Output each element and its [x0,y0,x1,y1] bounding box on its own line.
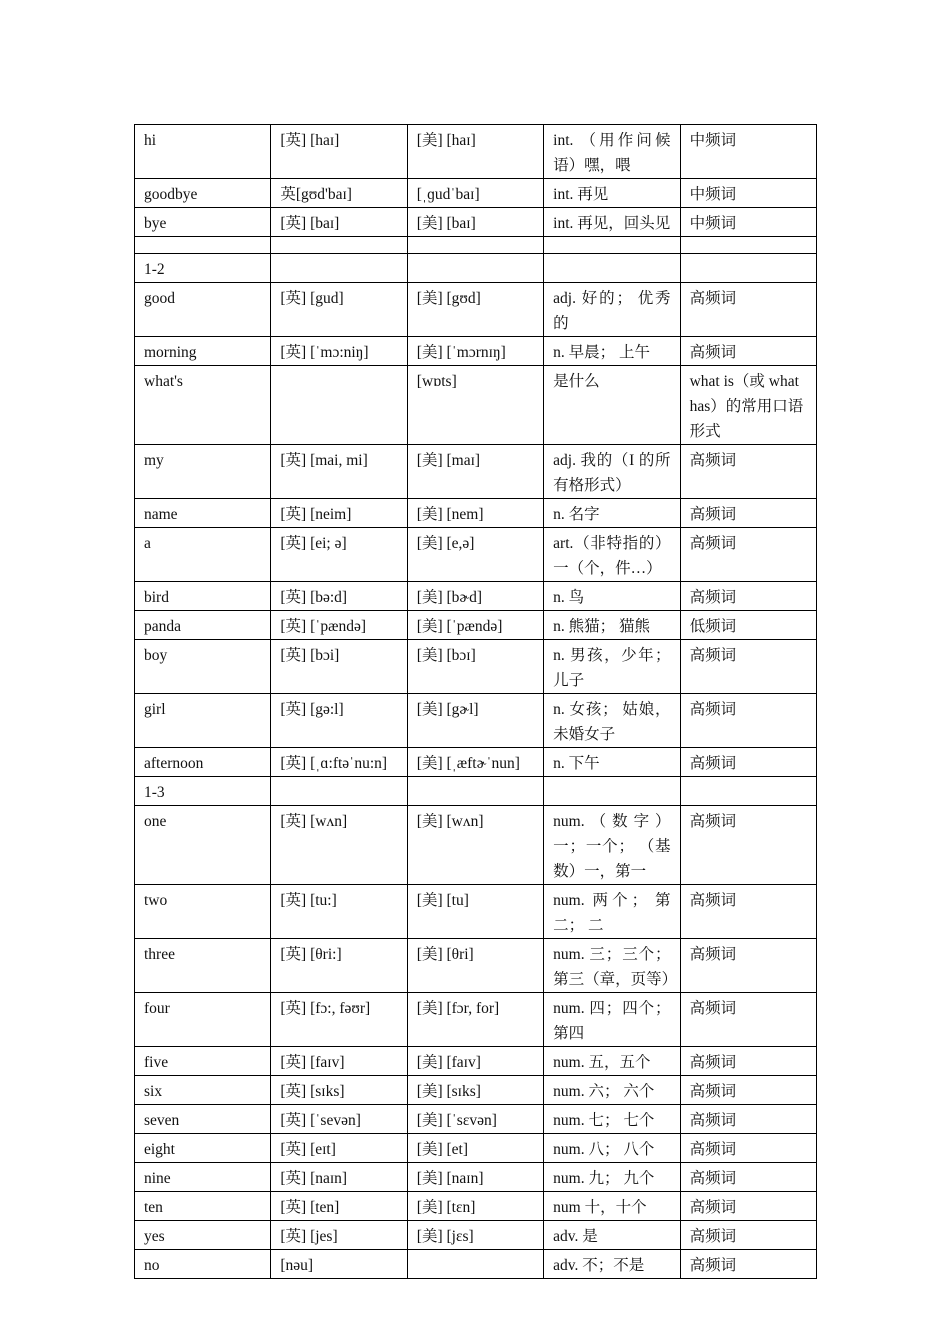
frequency-cell: what is（或 what has）的常用口语形式 [680,366,816,445]
word-cell: eight [135,1134,271,1163]
definition-cell: adv. 不；不是 [544,1250,680,1279]
uk-phonetic-cell: [英] [baɪ] [271,208,407,237]
frequency-cell [680,777,816,806]
definition-cell: num. 七； 七个 [544,1105,680,1134]
table-row [135,499,817,528]
us-phonetic-cell: [美] [nem] [407,499,543,528]
frequency-cell: 高频词 [680,885,816,939]
us-phonetic-cell: [美] [gʊd] [407,283,543,337]
uk-phonetic-cell: [英] [ei; ə] [271,528,407,582]
us-phonetic-cell: [美] [baɪ] [407,208,543,237]
table-row [135,694,817,748]
uk-phonetic-cell: [英] [jes] [271,1221,407,1250]
definition-cell: art.（非特指的）一（个，件…） [544,528,680,582]
us-phonetic-cell [407,1250,543,1279]
definition-cell: num.（数字）一；一个； （基数）一，第一 [544,806,680,885]
frequency-cell: 高频词 [680,694,816,748]
word-cell: five [135,1047,271,1076]
us-phonetic-cell: [美] [sɪks] [407,1076,543,1105]
word-cell: my [135,445,271,499]
definition-cell: n. 早晨； 上午 [544,337,680,366]
table-row [135,179,817,208]
frequency-cell: 中频词 [680,179,816,208]
definition-cell: n. 下午 [544,748,680,777]
word-cell: one [135,806,271,885]
word-cell: seven [135,1105,271,1134]
frequency-cell: 中频词 [680,208,816,237]
table-row [135,611,817,640]
definition-cell: adj. 好的； 优秀的 [544,283,680,337]
frequency-cell: 高频词 [680,1221,816,1250]
definition-cell: num. 两个； 第二； 二 [544,885,680,939]
table-row [135,582,817,611]
word-cell: four [135,993,271,1047]
uk-phonetic-cell: [英] [bə:d] [271,582,407,611]
us-phonetic-cell [407,237,543,254]
word-cell: good [135,283,271,337]
frequency-cell: 高频词 [680,993,816,1047]
table-row [135,1134,817,1163]
uk-phonetic-cell: [英] [mai, mi] [271,445,407,499]
uk-phonetic-cell: [英] [bɔi] [271,640,407,694]
us-phonetic-cell [407,777,543,806]
definition-cell: num. 五，五个 [544,1047,680,1076]
definition-cell: adv. 是 [544,1221,680,1250]
frequency-cell: 低频词 [680,611,816,640]
definition-cell: num. 九； 九个 [544,1163,680,1192]
word-cell: name [135,499,271,528]
uk-phonetic-cell [271,237,407,254]
uk-phonetic-cell: [英] [gə:l] [271,694,407,748]
word-cell: bird [135,582,271,611]
word-cell: a [135,528,271,582]
uk-phonetic-cell: [英] [ˈpændə] [271,611,407,640]
word-cell: morning [135,337,271,366]
table-row [135,885,817,939]
frequency-cell: 高频词 [680,806,816,885]
definition-cell: int. （用作问候语）嘿，喂 [544,125,680,179]
us-phonetic-cell: [美] [θri] [407,939,543,993]
section-header-row [135,777,817,806]
table-row [135,939,817,993]
uk-phonetic-cell: [英] [neim] [271,499,407,528]
frequency-cell: 高频词 [680,582,816,611]
frequency-cell: 高频词 [680,1192,816,1221]
us-phonetic-cell: [美] [bɔɪ] [407,640,543,694]
table-row [135,640,817,694]
word-cell: panda [135,611,271,640]
uk-phonetic-cell: 英[gʊd'baɪ] [271,179,407,208]
us-phonetic-cell: [wɒts] [407,366,543,445]
frequency-cell: 高频词 [680,445,816,499]
frequency-cell: 中频词 [680,125,816,179]
frequency-cell: 高频词 [680,1163,816,1192]
frequency-cell: 高频词 [680,640,816,694]
definition-cell [544,237,680,254]
us-phonetic-cell: [美] [bɚd] [407,582,543,611]
word-cell: hi [135,125,271,179]
frequency-cell [680,237,816,254]
us-phonetic-cell: [ˌɡudˈbaɪ] [407,179,543,208]
uk-phonetic-cell [271,254,407,283]
frequency-cell [680,254,816,283]
us-phonetic-cell: [美] [gɚl] [407,694,543,748]
definition-cell: num. 八； 八个 [544,1134,680,1163]
table-row [135,208,817,237]
uk-phonetic-cell: [英] [haɪ] [271,125,407,179]
table-row [135,125,817,179]
word-cell: six [135,1076,271,1105]
section-label: 1-2 [135,254,271,283]
word-cell: yes [135,1221,271,1250]
uk-phonetic-cell: [英] [fɔ:, fəʊr] [271,993,407,1047]
us-phonetic-cell: [美] [ˈpændə] [407,611,543,640]
table-row [135,283,817,337]
table-row [135,1192,817,1221]
definition-cell: num. 三；三个；第三（章，页等） [544,939,680,993]
frequency-cell: 高频词 [680,337,816,366]
frequency-cell: 高频词 [680,499,816,528]
us-phonetic-cell: [美] [tu] [407,885,543,939]
uk-phonetic-cell: [英] [sɪks] [271,1076,407,1105]
frequency-cell: 高频词 [680,528,816,582]
table-row [135,366,817,445]
table-row [135,1047,817,1076]
word-cell: afternoon [135,748,271,777]
frequency-cell: 高频词 [680,1076,816,1105]
uk-phonetic-cell: [英] [θri:] [271,939,407,993]
frequency-cell: 高频词 [680,283,816,337]
us-phonetic-cell: [美] [naɪn] [407,1163,543,1192]
word-cell: no [135,1250,271,1279]
us-phonetic-cell: [美] [fɔr, for] [407,993,543,1047]
us-phonetic-cell: [美] [e,ə] [407,528,543,582]
word-cell [135,237,271,254]
definition-cell: n. 女孩； 姑娘，未婚女子 [544,694,680,748]
word-cell: ten [135,1192,271,1221]
table-row [135,1076,817,1105]
uk-phonetic-cell: [英] [ˈsevən] [271,1105,407,1134]
us-phonetic-cell: [美] [tɛn] [407,1192,543,1221]
vocabulary-table [134,124,817,1279]
definition-cell: adj. 我的（I 的所有格形式） [544,445,680,499]
frequency-cell: 高频词 [680,1250,816,1279]
uk-phonetic-cell [271,777,407,806]
uk-phonetic-cell: [英] [tu:] [271,885,407,939]
definition-cell: 是什么 [544,366,680,445]
us-phonetic-cell: [美] [wʌn] [407,806,543,885]
frequency-cell: 高频词 [680,748,816,777]
table-row [135,1163,817,1192]
uk-phonetic-cell [271,366,407,445]
us-phonetic-cell: [美] [jɛs] [407,1221,543,1250]
table-row [135,337,817,366]
word-cell: girl [135,694,271,748]
table-row [135,1221,817,1250]
us-phonetic-cell: [美] [maɪ] [407,445,543,499]
uk-phonetic-cell: [英] [faɪv] [271,1047,407,1076]
us-phonetic-cell: [美] [haɪ] [407,125,543,179]
vocabulary-table-body [135,125,817,1279]
definition-cell [544,254,680,283]
uk-phonetic-cell: [英] [gud] [271,283,407,337]
word-cell: goodbye [135,179,271,208]
us-phonetic-cell: [美] [ˈsɛvən] [407,1105,543,1134]
frequency-cell: 高频词 [680,1105,816,1134]
us-phonetic-cell: [美] [faɪv] [407,1047,543,1076]
definition-cell: int. 再见 [544,179,680,208]
uk-phonetic-cell: [英] [eɪt] [271,1134,407,1163]
frequency-cell: 高频词 [680,939,816,993]
uk-phonetic-cell: [nəu] [271,1250,407,1279]
uk-phonetic-cell: [英] [wʌn] [271,806,407,885]
uk-phonetic-cell: [英] [ten] [271,1192,407,1221]
word-cell: two [135,885,271,939]
table-row [135,806,817,885]
definition-cell: int. 再见，回头见 [544,208,680,237]
us-phonetic-cell: [美] [ˈmɔrnɪŋ] [407,337,543,366]
table-row [135,993,817,1047]
us-phonetic-cell: [美] [ˌæftɚˈnun] [407,748,543,777]
us-phonetic-cell: [美] [et] [407,1134,543,1163]
definition-cell: num. 六； 六个 [544,1076,680,1105]
us-phonetic-cell [407,254,543,283]
frequency-cell: 高频词 [680,1047,816,1076]
uk-phonetic-cell: [英] [naɪn] [271,1163,407,1192]
uk-phonetic-cell: [英] [ˌɑ:ftəˈnu:n] [271,748,407,777]
definition-cell: num. 四；四个；第四 [544,993,680,1047]
table-row [135,748,817,777]
table-row [135,1105,817,1134]
definition-cell [544,777,680,806]
table-row [135,445,817,499]
word-cell: bye [135,208,271,237]
table-row [135,1250,817,1279]
table-row-empty [135,237,817,254]
section-header-row [135,254,817,283]
definition-cell: n. 熊猫； 猫熊 [544,611,680,640]
word-cell: boy [135,640,271,694]
uk-phonetic-cell: [英] [ˈmɔ:niŋ] [271,337,407,366]
section-label: 1-3 [135,777,271,806]
definition-cell: n. 名字 [544,499,680,528]
word-cell: three [135,939,271,993]
frequency-cell: 高频词 [680,1134,816,1163]
definition-cell: n. 鸟 [544,582,680,611]
word-cell: what's [135,366,271,445]
table-row [135,528,817,582]
word-cell: nine [135,1163,271,1192]
definition-cell: n. 男孩，少年；儿子 [544,640,680,694]
definition-cell: num 十，十个 [544,1192,680,1221]
